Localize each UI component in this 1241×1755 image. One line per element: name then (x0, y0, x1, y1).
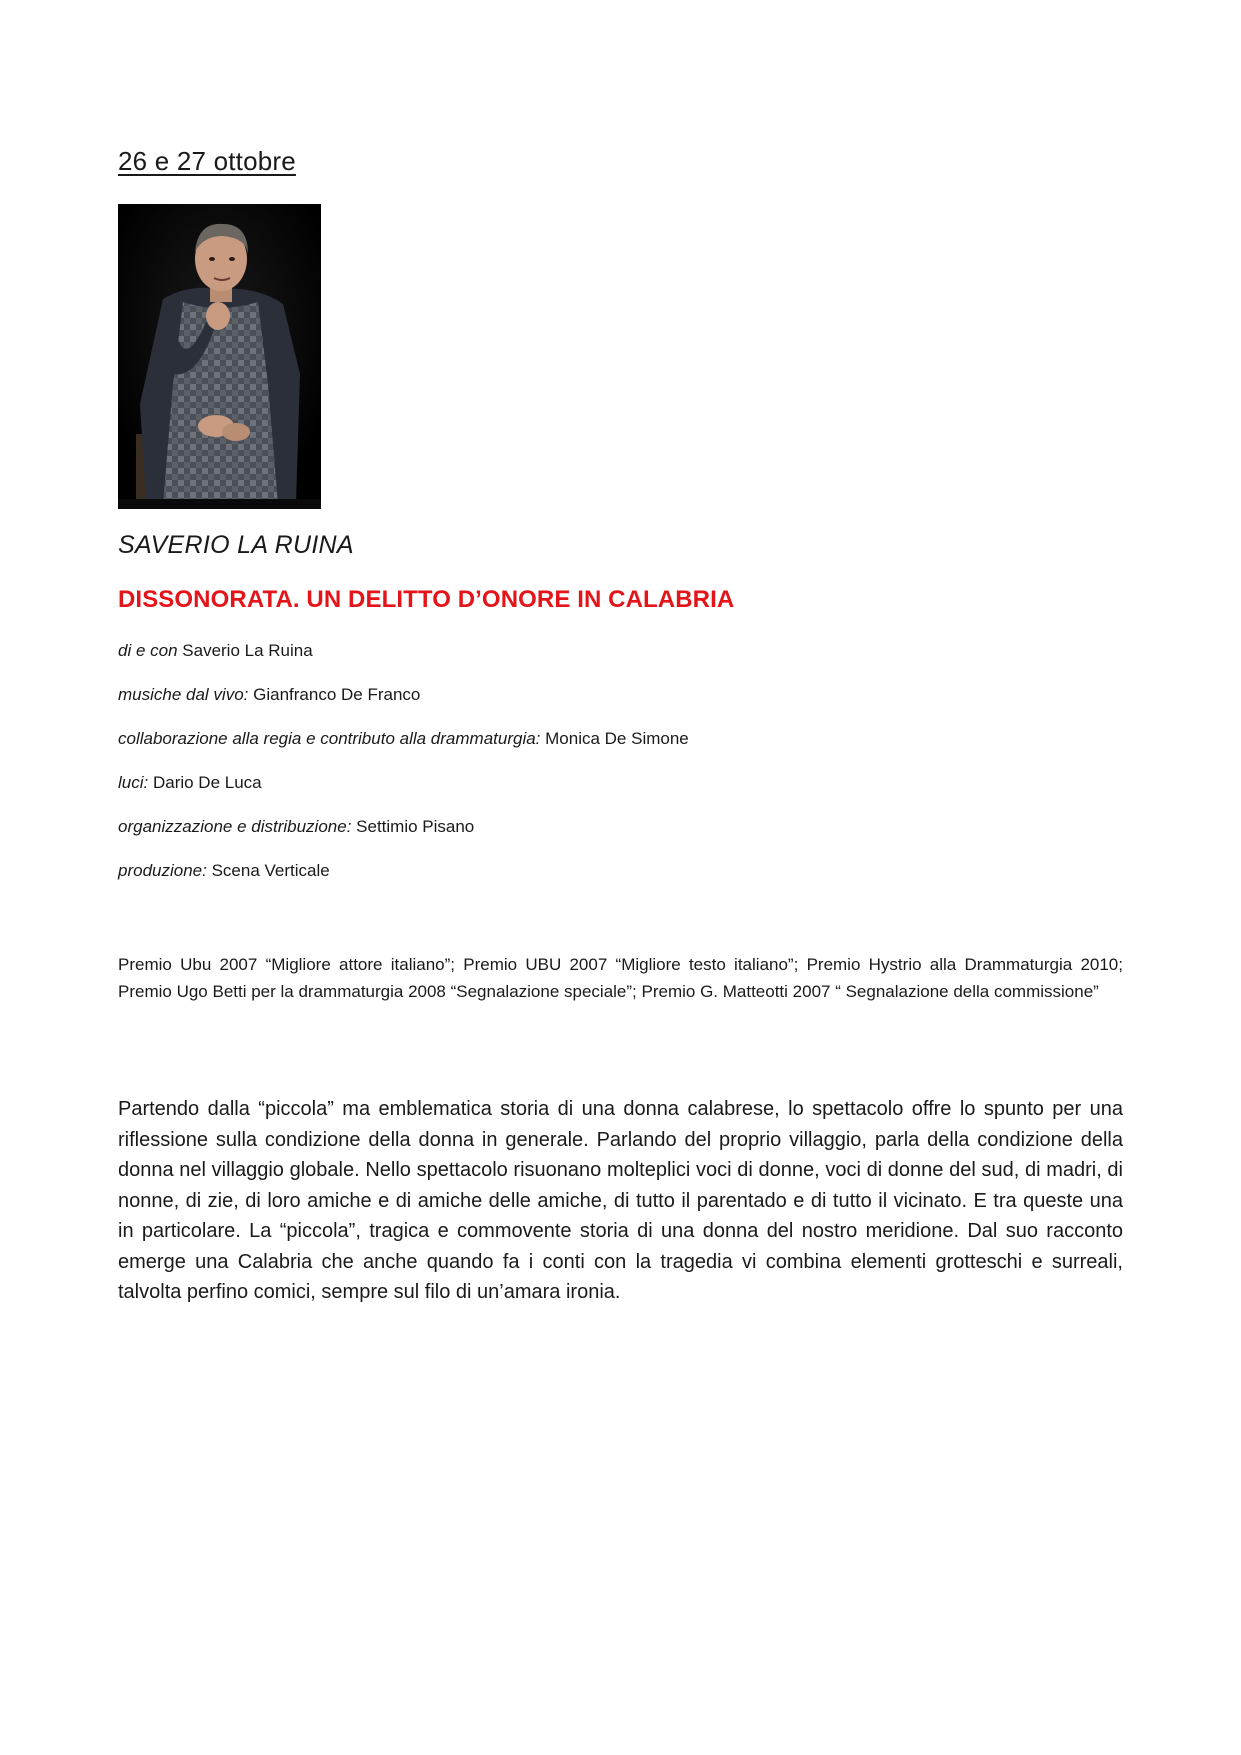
credit-name: Dario De Luca (148, 773, 262, 792)
credit-name: Saverio La Ruina (177, 641, 313, 660)
credit-role: produzione: (118, 861, 207, 880)
credit-line (118, 728, 1123, 772)
credit-line (118, 640, 1123, 684)
credit-name: Scena Verticale (206, 861, 330, 880)
credit-role: collaborazione alla regia e contributo alla drammaturgia: (118, 729, 541, 748)
credit-line (118, 860, 1123, 904)
description-paragraph: Partendo dalla “piccola” ma emblematica storia di una donna calabrese, lo spettacolo offre lo spunto per una riflessione sulla condizione della donna in generale. Parlando del proprio villaggio, parla della condizione della donna nel villaggio globale. Nello spettacolo risuonano molteplici voci di donne, voci di donne del sud, di madri, di nonne, di zie, di loro amiche e di amiche delle amiche, di tutto il parentado e di tutto il vicinato. E tra queste una in particolare. La “piccola”, tragica e commovente storia di una donna del nostro meridione. Dal suo racconto emerge una Calabria che anche quando fa i conti con la tragedia vi combina elementi grotteschi e surreali, talvolta perfino comici, sempre sul filo di un’amara ironia. (118, 1098, 1123, 1303)
credit-name: Settimio Pisano (351, 817, 475, 836)
event-date: 26 e 27 ottobre (118, 146, 296, 176)
credit-line (118, 772, 1123, 816)
performer-photo (118, 204, 321, 509)
credit-name: Monica De Simone (540, 729, 689, 748)
credit-role: musiche dal vivo: (118, 685, 249, 704)
credit-line (118, 684, 1123, 728)
credit-role: di e con (118, 641, 178, 660)
performer-photo-icon (118, 204, 321, 509)
credit-name: Gianfranco De Franco (248, 685, 421, 704)
author-name: SAVERIO LA RUINA (118, 531, 354, 559)
credit-role: luci: (118, 773, 149, 792)
document-page (118, 0, 1123, 1755)
awards-paragraph: Premio Ubu 2007 “Migliore attore italiano”; Premio UBU 2007 “Migliore testo italiano”; Premio Hystrio alla Drammaturgia 2010; Premio Ugo Betti per la drammaturgia 2008 “Segnalazione speciale”; Premio G. Matteotti 2007 “ Segnalazione della commissione” (118, 955, 1123, 1001)
show-title: DISSONORATA. UN DELITTO D’ONORE IN CALABRIA (118, 586, 735, 613)
credit-role: organizzazione e distribuzione: (118, 817, 352, 836)
credits-list (118, 640, 1123, 904)
credit-line (118, 816, 1123, 860)
